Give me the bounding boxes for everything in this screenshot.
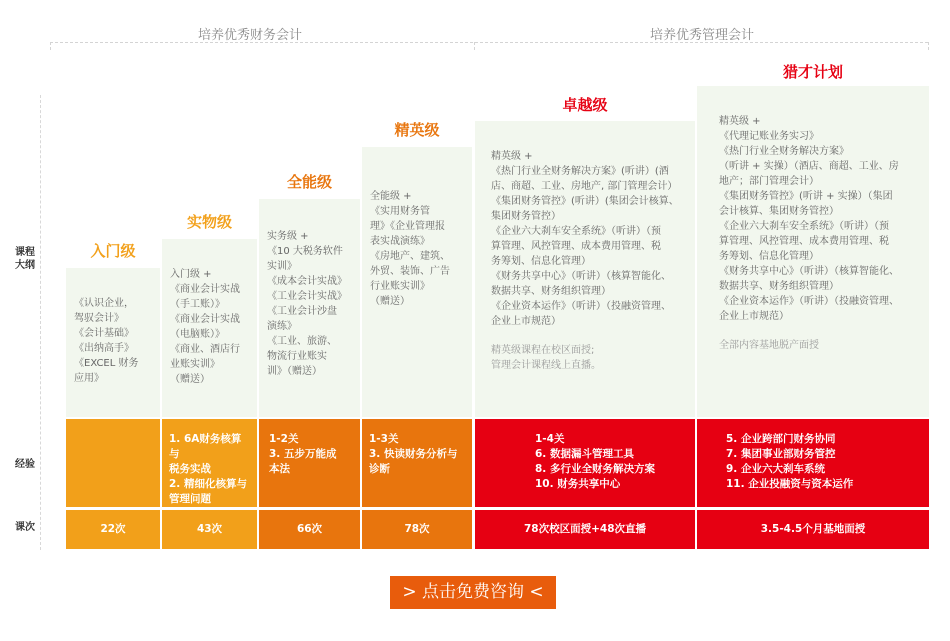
level-title-entry: 入门级 <box>90 242 136 260</box>
level-title-excellence: 卓越级 <box>562 96 608 114</box>
experience-cell-allround <box>259 419 360 507</box>
outline-content-excellence: 精英级 + 《热门行业全财务解决方案》(听讲）(酒 店、商超、工业、房地产, 部门管理会计） 《集团财务管控》(听讲）(集团会计核算、 集团财务管控） 《企业六大刹车安全系统》（听讲）（预 算管理、风控管理、成本费用管理、税 务筹划、信息化管理） 《财务共享中心》（听讲）（核算智能化、 数据共享、财务组织管理） 《企业资本运作》（听讲）（投融资管理、 企业上市规范） <box>491 151 679 327</box>
level-title-elite: 精英级 <box>394 121 440 139</box>
outline-box-talent-plan <box>697 86 929 417</box>
free-consult-button[interactable]: > 点击免费咨询 < <box>390 576 556 609</box>
outline-content-elite: 全能级 + 《实用财务管 理》《企业管理报 表实战演练》 《房地产、建筑、 外贸、装饰、广告 行业账实训》 （赠送） <box>370 191 450 307</box>
header-divider-left <box>50 42 51 50</box>
header-divider-middle <box>474 42 475 50</box>
outline-content-practical: 入门级 + 《商业会计实战 （手工账）》 《商业会计实战 （电脑账）》 《商业、酒店行 业账实训》 （赠送） <box>170 269 240 385</box>
outline-note-talent-plan: 全部内容基地脱产面授 <box>719 340 819 351</box>
row-axis <box>40 95 41 550</box>
experience-text-elite: 1-3关 3. 快读财务分析与 诊断 <box>369 433 458 475</box>
experience-text-talent-plan: 5. 企业跨部门财务协同 7. 集团事业部财务管控 9. 企业六大刹车系统 11. 企业投融资与资本运作 <box>726 433 854 490</box>
sessions-cell-entry: 22次 <box>66 510 160 549</box>
outline-content-allround: 实务级 + 《10 大税务软件 实训》 《成本会计实战》 《工业会计实战》 《工业会计沙盘 演练》 《工业、旅游、 物流行业账实 训》（赠送） <box>267 231 347 377</box>
outline-box-excellence <box>475 121 695 417</box>
outline-box-elite <box>362 147 472 417</box>
row-label-experience: 经验 <box>15 459 35 470</box>
experience-cell-talent-plan <box>697 419 929 507</box>
experience-cell-entry <box>66 419 160 507</box>
row-label-sessions: 课次 <box>15 522 35 533</box>
sessions-cell-talent-plan: 3.5-4.5个月基地面授 <box>697 510 929 549</box>
outline-content-talent-plan: 精英级 + 《代理记账业务实习》 《热门行业全财务解决方案》 （听讲 + 实操）（酒店、商超、工业、房 地产；部门管理会计） 《集团财务管控》(听讲 + 实操）（集团 会计核算、集团财务管控） 《企业六大刹车安全系统》（听讲）（预 算管理、风控管理、成本费用管理、税 务筹划、信息化管理） 《财务共享中心》（听讲）（核算智能化、 数据共享、财务组织管理） 《企业资本运作》（听讲）（投融资管理、 企业上市规范） <box>719 116 899 322</box>
experience-text-practical: 1. 6A财务核算与 税务实战 2. 精细化核算与 管理问题 <box>169 433 247 505</box>
sessions-cell-elite: 78次 <box>362 510 472 549</box>
sessions-cell-practical: 43次 <box>162 510 257 549</box>
outline-box-practical <box>162 239 257 417</box>
outline-note-excellence: 精英级课程在校区面授; 管理会计课程线上直播。 <box>491 345 601 371</box>
level-title-practical: 实物级 <box>186 213 232 231</box>
outline-box-entry <box>66 268 160 417</box>
sessions-cell-excellence: 78次校区面授+48次直播 <box>475 510 695 549</box>
outline-content-entry: 《认识企业， 驾驭会计》 《会计基础》 《出纳高手》 《EXCEL 财务 应用》 <box>74 298 139 384</box>
level-title-talent-plan: 猎才计划 <box>782 63 843 81</box>
experience-cell-practical <box>162 419 257 507</box>
sessions-cell-allround: 66次 <box>259 510 360 549</box>
outline-box-allround <box>259 199 360 417</box>
level-title-allround: 全能级 <box>286 173 332 191</box>
experience-text-excellence: 1-4关 6. 数据漏斗管理工具 8. 多行业全财务解决方案 10. 财务共享中心 <box>535 433 655 490</box>
finance-header-label: 培养优秀财务会计 <box>197 28 302 43</box>
header-divider <box>50 42 928 43</box>
experience-cell-excellence <box>475 419 695 507</box>
row-label-outline: 课程 大纲 <box>15 247 35 271</box>
experience-cell-elite <box>362 419 472 507</box>
experience-text-allround: 1-2关 3. 五步万能成 本法 <box>269 433 337 475</box>
management-header-label: 培养优秀管理会计 <box>649 28 754 43</box>
header-divider-right <box>928 42 929 50</box>
